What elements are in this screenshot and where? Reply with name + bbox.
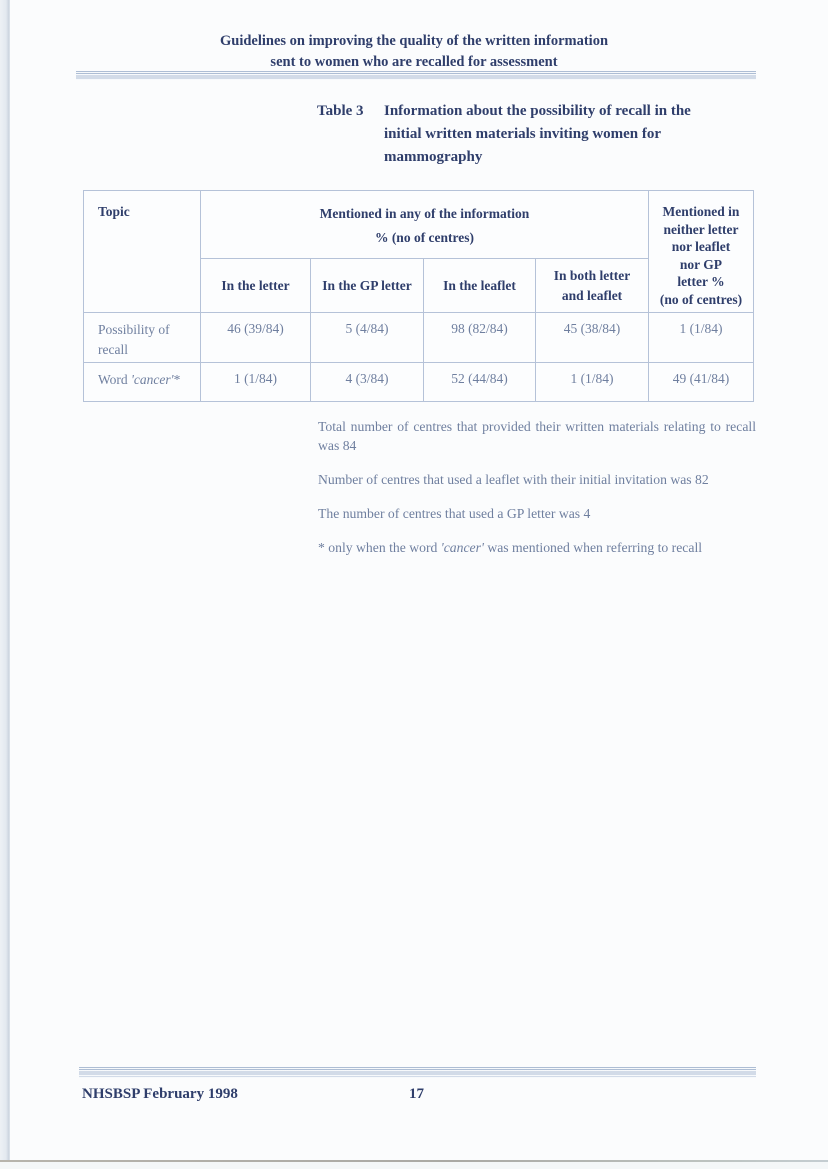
document-header (0, 31, 828, 73)
table-cell: 49 (41/84) (672, 371, 730, 386)
table-heading-title-line2: initial written materials inviting women for (384, 126, 662, 142)
scan-bottom-strip (0, 1162, 828, 1169)
group-header-line2: % (no of centres) (374, 230, 475, 245)
note-total-centres: Total number of centres that provided their written materials relating to recall was 84 (318, 419, 756, 453)
footnote-italic-text: 'cancer' (440, 540, 484, 555)
document-header-line1: Guidelines on improving the quality of the written information (219, 33, 609, 49)
note-asterisk-footnote (318, 538, 756, 557)
topic-italic-text: 'cancer' (131, 372, 174, 387)
recall-information-table (83, 190, 754, 402)
footer-page-number: 17 (409, 1086, 424, 1102)
document-header-line2: sent to women who are recalled for assessment (270, 54, 558, 70)
scan-left-edge (0, 0, 10, 1169)
column-group-header-mentioned-any (201, 191, 649, 259)
footer-striped-rule (79, 1067, 756, 1078)
topic-asterisk: * (173, 372, 181, 387)
column-header-in-leaflet: In the leaflet (424, 259, 536, 313)
table-cell: 45 (38/84) (536, 313, 649, 363)
table-cell: 98 (82/84) (424, 313, 536, 363)
table-cell: 46 (39/84) (201, 313, 311, 363)
table-heading-label: Table 3 (317, 103, 364, 119)
neither-header-line: nor leaflet (671, 239, 731, 254)
column-header-in-letter: In the letter (201, 259, 311, 313)
table-cell: 52 (44/84) (424, 363, 536, 401)
header-striped-rule (76, 71, 756, 80)
footnote-text: was mentioned when referring to recall (483, 540, 703, 555)
neither-header-line: neither letter (663, 221, 739, 237)
note-leaflet-centres: Number of centres that used a leaflet with their initial invitation was 82 (318, 472, 709, 487)
group-header-line1: Mentioned in any of the information (319, 206, 530, 221)
table-heading-title (384, 100, 749, 169)
neither-header-line: letter % (677, 274, 725, 289)
table-cell: 5 (4/84) (311, 313, 424, 363)
row-possibility-of-recall-topic: Possibility of recall (84, 313, 201, 363)
topic-text: Word (98, 372, 132, 387)
neither-header-line: (no of centres) (659, 291, 743, 307)
column-header-mentioned-neither (649, 191, 753, 313)
table-heading-title-line3: mammography (384, 149, 483, 165)
row-word-cancer-topic (84, 363, 201, 401)
footer-publication-info: NHSBSP February 1998 (82, 1086, 238, 1102)
table-notes (318, 417, 756, 572)
table-cell: 1 (1/84) (536, 363, 649, 401)
table-cell: 4 (3/84) (311, 363, 424, 401)
neither-header-line: Mentioned in (662, 204, 740, 219)
table-heading-title-line1: Information about the possibility of recall in the (384, 103, 691, 119)
neither-header-line: nor GP (679, 256, 723, 272)
column-header-in-both: In both letter and leaflet (536, 259, 649, 313)
table-cell: 1 (1/84) (649, 313, 753, 363)
table-cell: 1 (1/84) (201, 363, 311, 401)
note-gp-letter-centres: The number of centres that used a GP letter was 4 (318, 506, 591, 521)
column-header-in-gp-letter: In the GP letter (311, 259, 424, 313)
column-header-topic: Topic (84, 191, 201, 313)
footnote-text: * only when the word (318, 540, 441, 555)
